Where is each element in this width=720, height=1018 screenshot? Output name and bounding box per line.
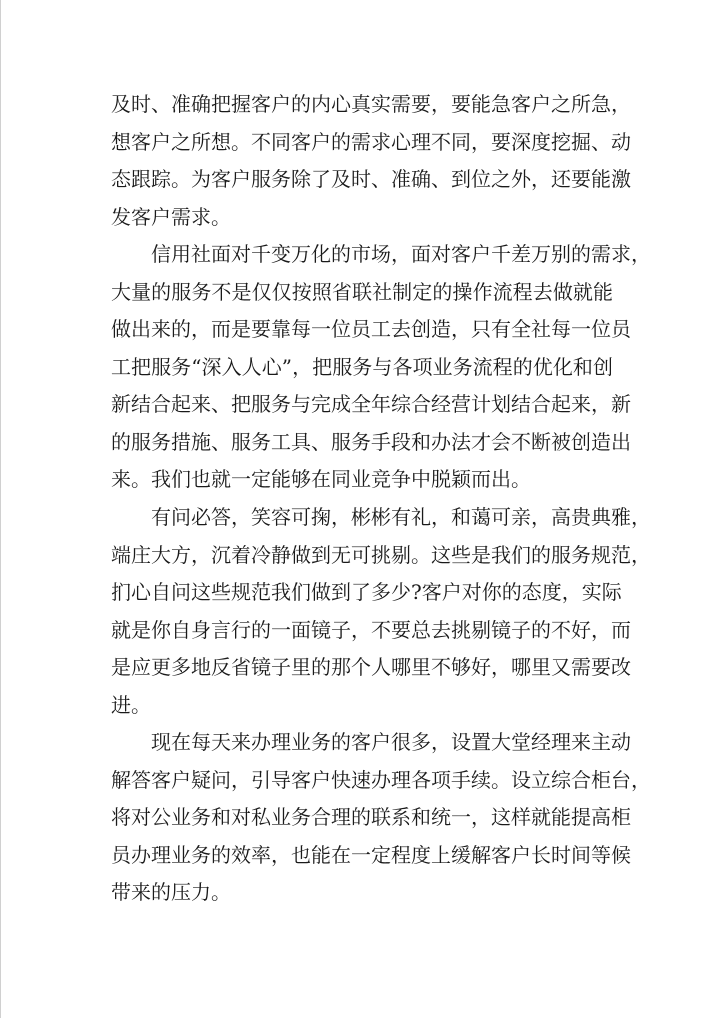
text-line: 端庄大方，沉着冷静做到无可挑剔。这些是我们的服务规范， [111,542,651,567]
text-line: 信用社面对千变万化的市场，面对客户千差万别的需求， [151,242,651,267]
text-line: 及时、准确把握客户的内心真实需要，要能急客户之所急， [111,92,631,116]
text-line: 工把服务“深入人心”，把服务与各项业务流程的优化和创 [111,354,613,379]
text-line: 带来的压力。 [111,880,231,905]
paragraph [111,499,651,724]
text-line: 的服务措施、服务工具、服务手段和办法才会不断被创造出 [111,429,631,454]
text-line: 有问必答，笑容可掬，彬彬有礼，和蔼可亲，高贵典雅， [151,505,651,530]
text-line: 员办理业务的效率，也能在一定程度上缓解客户长时间等候 [111,842,631,867]
document-body [111,86,651,912]
text-line: 将对公业务和对私业务合理的联系和统一，这样就能提高柜 [111,805,631,830]
text-line: 进。 [111,692,151,717]
text-line: 发客户需求。 [111,204,231,229]
text-line: 态跟踪。为客户服务除了及时、准确、到位之外，还要能激 [111,167,631,192]
text-line: 来。我们也就一定能够在同业竞争中脱颖而出。 [111,467,531,492]
paragraph [111,86,631,236]
text-line: 是应更多地反省镜子里的那个人哪里不够好，哪里又需要改 [111,655,631,680]
text-line: 做出来的，而是要靠每一位员工去创造，只有全社每一位员 [111,317,631,342]
text-line: 新结合起来、把服务与完成全年综合经营计划结合起来，新 [111,392,631,417]
paragraph [111,724,651,912]
text-line: 就是你自身言行的一面镜子，不要总去挑剔镜子的不好，而 [111,617,631,642]
text-line: 大量的服务不是仅仅按照省联社制定的操作流程去做就能 [111,279,613,304]
text-line: 扪心自问这些规范我们做到了多少?客户对你的态度，实际 [111,580,622,605]
text-line: 想客户之所想。不同客户的需求心理不同，要深度挖掘、动 [111,129,631,154]
text-line: 解答客户疑问，引导客户快速办理各项手续。设立综合柜台， [111,767,651,792]
text-line: 现在每天来办理业务的客户很多，设置大堂经理来主动 [151,730,631,755]
paragraph [111,236,651,499]
